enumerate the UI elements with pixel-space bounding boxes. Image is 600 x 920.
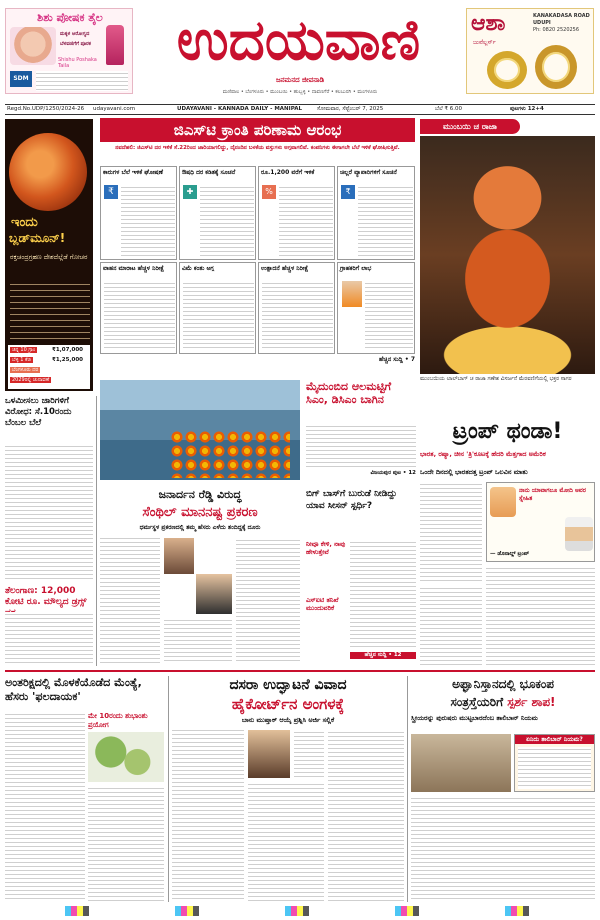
siddu-more[interactable]: ವಿಜಯಪುರ ಪುಟ • 12 (370, 470, 416, 476)
dasara-body-2 (248, 782, 324, 902)
gst-box-4-title: ಚಿಲ್ಲರೆ ವ್ಯಾಪಾರಿಗಳಿಗೆ ಸೂಚನೆ (340, 169, 397, 176)
gst-headline[interactable]: ಜಿಎಸ್‌ಟಿ ಕ್ರಾಂತಿ ಪರಿಣಾಮ ಆರಂಭ (100, 118, 415, 142)
gst-box-8[interactable] (337, 262, 415, 354)
rupee-icon: ₹ (104, 185, 118, 199)
trump-sub-1: ಭಾರತ, ರಷ್ಯಾ, ಚೀನ 'ತ್ರಿ'ಕೂಟಕ್ಕೆ ಹೆದರಿ ಮೆತ್ತಗಾದ ಅಮೆರಿಕ (420, 450, 546, 458)
moon-caption: ರಕ್ತಚಂದ್ರಗ್ರಹಣ ದೇಶದೆಲ್ಲೆಡೆ ಗೋಚರ (10, 253, 88, 261)
moon-body (10, 281, 90, 341)
modi-photo (565, 517, 593, 551)
afghan-headline-2b: ಸ್ಪರ್ಶ ಶಾಪ! (507, 695, 556, 709)
trump-quote-by: — ಡೊನಾಲ್ಡ್ ಟ್ರಂಪ್ (490, 551, 530, 557)
afghan-headline-2a: ಸಂತ್ರಸ್ತೆಯರಿಗೆ (450, 695, 508, 709)
baby-photo (10, 27, 56, 65)
right-ad-road: KANAKADASA ROAD (533, 13, 590, 19)
dasara-body-4 (328, 730, 404, 902)
mumbai-label: ಮುಂಬಯಿ ಚ ರಾಜಾ (420, 119, 520, 134)
left-story-1-body (5, 444, 93, 582)
tag-icon: % (262, 185, 276, 199)
moon-panel (5, 119, 93, 391)
dasara-headline-2[interactable]: ಹೈಕೋರ್ಟ್‌ನ ಅಂಗಳಕ್ಕೆ (231, 695, 345, 713)
gst-box-7-body (262, 281, 333, 351)
bottom-divider-1 (168, 676, 169, 902)
dateline-price: ಬೆಲೆ ₹ 6.00 (435, 106, 463, 112)
bigboss-body (350, 540, 416, 650)
left-ad-brand: Shishu Poshaka Taila (58, 57, 97, 69)
dasara-photo (248, 730, 290, 778)
reddy-body-3 (164, 618, 232, 664)
trump-photo (490, 487, 516, 517)
gst-box-8-body (365, 281, 413, 351)
gst-box-3-title: ರೂ.1,200 ವರೆಗೆ ಇಳಿಕೆ (261, 169, 315, 176)
gst-box-6[interactable] (179, 262, 256, 354)
gst-box-3[interactable] (258, 166, 335, 260)
reddy-photo-1 (164, 538, 194, 574)
gst-box-1-body (121, 185, 175, 257)
dateline-paper: UDAYAVANI - KANNADA DAILY - MANIPAL (177, 106, 302, 112)
gold-rates (8, 345, 90, 389)
dateline-site[interactable]: udayavani.com (93, 106, 136, 112)
trump-quote-box (486, 482, 595, 562)
gst-box-1[interactable] (100, 166, 177, 260)
dasara-body-3 (294, 730, 324, 778)
masthead-tagline: ಜನಮನದ ಜೀವನಾಡಿ (275, 76, 325, 84)
dateline-pages: ಪುಟಗಳು 12+4 (510, 106, 544, 112)
gst-box-7[interactable] (258, 262, 335, 354)
left-story-2-headline[interactable]: ತೆಲಂಗಾಣ: 12,000 ಕೋಟಿ ರೂ. ಮೌಲ್ಯದ ಡ್ರಗ್ಸ್ (5, 586, 87, 607)
pill-icon: ✚ (183, 185, 197, 199)
gst-box-5-body (104, 281, 175, 351)
gst-box-5-title: ವಾಹನ ಮಾರಾಟ ಹೆಚ್ಚಳ ನಿರೀಕ್ಷೆ (103, 265, 165, 272)
gst-box-2-title: ಔಷಧಿ ದರ ಕಡಿತಕ್ಕೆ ಸೂಚನೆ (182, 169, 236, 176)
siddu-body (306, 424, 416, 468)
bangle-image (487, 51, 527, 89)
dasara-headline-1[interactable]: ದಸರಾ ಉದ್ಘಾಟನೆ ವಿವಾದ (229, 677, 347, 693)
bottom-divider-2 (407, 676, 408, 902)
ganesha-photo (420, 136, 595, 374)
gst-box-3-body (279, 185, 333, 257)
dateline-date: ಸೋಮವಾರ, ಸೆಪ್ಟೆಂಬರ್ 7, 2025 (317, 106, 384, 112)
space-body-2 (88, 786, 164, 902)
reddy-headline-1[interactable]: ಜನಾರ್ದನ ರೆಡ್ಡಿ ವಿರುದ್ಧ (158, 488, 242, 501)
sdm-logo: SDM (10, 71, 32, 87)
space-sub: ಮೇ 10ರಂದು ಶುಭಾಂಶು ಪ್ರಯೋಗ (88, 712, 148, 729)
dateline-bar (5, 104, 595, 115)
afghan-headline-1[interactable]: ಅಫ್ಘಾನಿಸ್ತಾನದಲ್ಲಿ ಭೂಕಂಪ (452, 677, 554, 691)
afghan-sub: ಸ್ತ್ರೀಯರನ್ನು ಪುರುಷರು ಮುಟ್ಟಬಾರದೆಂಬ ತಾಲಿಬಾನ್ ನಿಯಮ (411, 714, 538, 722)
trump-quote: ನಾನು ಯಾವಾಗಲೂ ಮೋದಿ ಅವರ ಸ್ನೇಹಿತ (519, 487, 586, 502)
left-col-divider (96, 396, 97, 666)
mumbai-caption: ಮುಂಬಯಿಯ ಲಾಲ್‌ಬಾಗ್ ಚ ರಾಜಾ ಗಣೇಶ ವಿಸರ್ಜನೆ ಮೆರವಣಿಗೆಯಲ್ಲಿ ಭಕ್ತರ ಸಾಗರ (420, 376, 572, 382)
reddy-body (100, 536, 160, 664)
gst-box-5[interactable] (100, 262, 177, 354)
bigboss-side-2: ಎಸ್ಐಟಿ ತನಿಖೆ ಮುಂದುವರಿಕೆ (306, 596, 339, 612)
gst-box-6-title: ವಿಮೆ ಕಂತು ಅಗ್ಗ (182, 265, 214, 272)
gst-box-8-title: ಗ್ರಾಹಕರಿಗೆ ಲಾಭ (340, 265, 372, 272)
dasara-body-1 (172, 728, 244, 902)
gold-value-2: ₹1,25,000 (52, 357, 83, 363)
dateline-reg: Regd.No.UDP/1250/2024-26 (7, 106, 85, 112)
trump-body-1 (420, 482, 482, 582)
gold-label-3: ಬೆಂಗಳೂರು ದರ (12, 367, 39, 373)
bottom-rule (5, 670, 595, 672)
bigboss-more[interactable]: ಹೆಚ್ಚಿನ ಸುದ್ದಿ • 12 (350, 652, 416, 659)
trump-headline[interactable]: ಟ್ರಂಪ್ ಥಂಡಾ! (452, 419, 563, 444)
afghan-box-body (518, 747, 591, 789)
reddy-sub: ಧರ್ಮಸ್ಥಳ ಪ್ರಕರಣದಲ್ಲಿ ತಮ್ಮ ಹೆಸರು ಎಳೆದು ತಂದಿದ್ದಕ್ಕೆ ದೂರು (139, 524, 261, 531)
right-ad[interactable] (466, 8, 594, 94)
modi-thumb (342, 281, 362, 307)
masthead (0, 0, 600, 104)
siddu-photo-garlands (170, 430, 290, 478)
reddy-photo-2 (196, 574, 232, 614)
bag-icon: ₹ (341, 185, 355, 199)
gst-box-4[interactable] (337, 166, 415, 260)
gst-box-1-title: ಕಾರುಗಳ ಬೆಲೆ ಇಳಿಕೆ ಘೋಷಣೆ (103, 169, 163, 176)
right-ad-phone: Ph: 0820 2520256 (533, 27, 580, 33)
reddy-body-2 (236, 538, 300, 664)
right-ad-city: UDUPI (533, 20, 551, 26)
masthead-title: ಉದಯವಾಣಿ (176, 8, 421, 73)
left-story-2-body (5, 612, 93, 666)
gst-grid (100, 166, 415, 356)
gold-value-3: 2029ರಲ್ಲಿ ಚುನಾವಣೆ (12, 377, 50, 383)
bangle-image-2 (535, 45, 577, 89)
dasara-sub: ಬಾನು ಮುಷ್ತಾಕ್ ಆಯ್ಕೆ ಪ್ರಶ್ನಿಸಿ ಅರ್ಜಿ ಸಲ್ಲಿಕೆ (241, 716, 335, 724)
right-ad-brand: ಆಶಾ (471, 11, 506, 36)
gst-box-2-body (200, 185, 254, 257)
afghan-box (514, 734, 595, 792)
moon-headline-2: ಬ್ಲಡ್‌ಮೂನ್! (9, 231, 66, 245)
left-ad-line2: ಬೆಳವಣಿಗೆಗೆ ಪೂರಕ (60, 41, 91, 47)
space-headline[interactable]: ಅಂತರಿಕ್ಷದಲ್ಲಿ ಮೊಳಕೆಯೊಡೆದ ಮೆಂತ್ಯೆ, ಹೆಸರು 'ಫಲದಾಯಕ' (5, 676, 142, 703)
trump-sub-2: ಒಂದೇ ದಿನದಲ್ಲಿ ಭಾರತದತ್ತ ಟ್ರಂಪ್ ಒಲವಿನ ಮಾತು (420, 468, 528, 476)
trump-body-2 (486, 566, 595, 666)
afghan-headline-2[interactable] (411, 694, 595, 710)
gold-label-1: ಚಿನ್ನ 10 ಗ್ರಾಂ (12, 347, 36, 353)
left-ad-title: ಶಿಶು ಪೋಷಕ ತೈಲ (37, 11, 103, 24)
moon-headline-1: ಇಂದು (11, 215, 38, 230)
gold-label-2: ಬೆಳ್ಳಿ 1 ಕೆಜಿ (12, 357, 31, 363)
gst-more[interactable]: ಹೆಚ್ಚಿನ ಸುದ್ದಿ • 7 (378, 356, 415, 363)
bigboss-headline[interactable]: ಬಿಗ್ ಬಾಸ್‌ಗೆ ಬುರುಡೆ ನೀಡಿದ್ದು ಯಾವ ಸೀಸನ್ ಸ್ಪರ್ಧಿ? (306, 489, 397, 511)
siddu-headline[interactable]: ಮೈದುಂಬಿದ ಆಲಮಟ್ಟಿಗೆ ಸಿಎಂ, ಡಿಸಿಎಂ ಬಾಗಿನ (306, 380, 392, 406)
space-body-1 (5, 712, 85, 902)
afghan-body (411, 796, 595, 902)
left-ad-address (36, 71, 128, 91)
oil-bottle (106, 25, 124, 65)
afghan-photo (411, 734, 511, 792)
gst-box-4-body (358, 185, 413, 257)
gst-lead: ನವದೆಹಲಿ: ಜಿಎಸ್‌ಟಿ ದರ ಇಳಿಕೆ ಸೆ.22ರಿಂದ ಜಾರಿಯಾಗಲಿದ್ದು, ದೈನಂದಿನ ಬಳಕೆಯ ವಸ್ತುಗಳು ಅಗ್ಗವಾಗಲಿವೆ. ಕಂಪನಿಗಳು ಈಗಾಗಲೇ ಬೆಲೆ ಇಳಿಕೆ ಘೋಷಿಸುತ್ತಿವೆ. (115, 145, 400, 151)
gst-box-6-body (183, 281, 254, 351)
gold-value-1: ₹1,07,000 (52, 347, 83, 353)
bigboss-side-1: ನೀವೂ ಕೇಳಿ, ನಾವು ಹೇಳುತ್ತೇವೆ (306, 540, 346, 556)
seed-photo (88, 732, 164, 782)
left-story-1-headline[interactable]: ಒಳಮೀಸಲು ಜಾರಿಗಳಿಗೆ ವಿರೋಧ: ಸೆ.10ರಂದು ಬೆಂಬಲ ಬೆಲೆ (5, 396, 72, 428)
afghan-box-title: ಏನಿದು ತಾಲಿಬಾನ್ ನಿಯಮ? (515, 735, 594, 744)
reddy-headline-2[interactable]: ಸೆಂಥಿಲ್ ಮಾನನಷ್ಟ ಪ್ರಕರಣ (142, 505, 258, 520)
gst-box-2[interactable] (179, 166, 256, 260)
editions-line: ಮಣಿಪಾಲ • ಬೆಂಗಳೂರು • ಮುಂಬಯಿ • ಹುಬ್ಬಳ್ಳಿ • ದಾವಣಗೆರೆ • ಕಲಬುರಗಿ • ಮಂಗಳೂರು (222, 89, 378, 95)
moon-image (9, 133, 87, 211)
left-ad-line1: ಮಕ್ಕಳ ಆರೋಗ್ಯದ (60, 31, 90, 37)
registration-marks (5, 906, 595, 916)
right-ad-sub: ಜುವೆಲ್ಲರ್ಸ್ (473, 39, 496, 46)
trump-body-3 (420, 586, 482, 666)
gst-box-7-title: ಉತ್ಪಾದನೆ ಹೆಚ್ಚಳ ನಿರೀಕ್ಷೆ (261, 265, 309, 272)
left-ad[interactable] (5, 8, 133, 94)
